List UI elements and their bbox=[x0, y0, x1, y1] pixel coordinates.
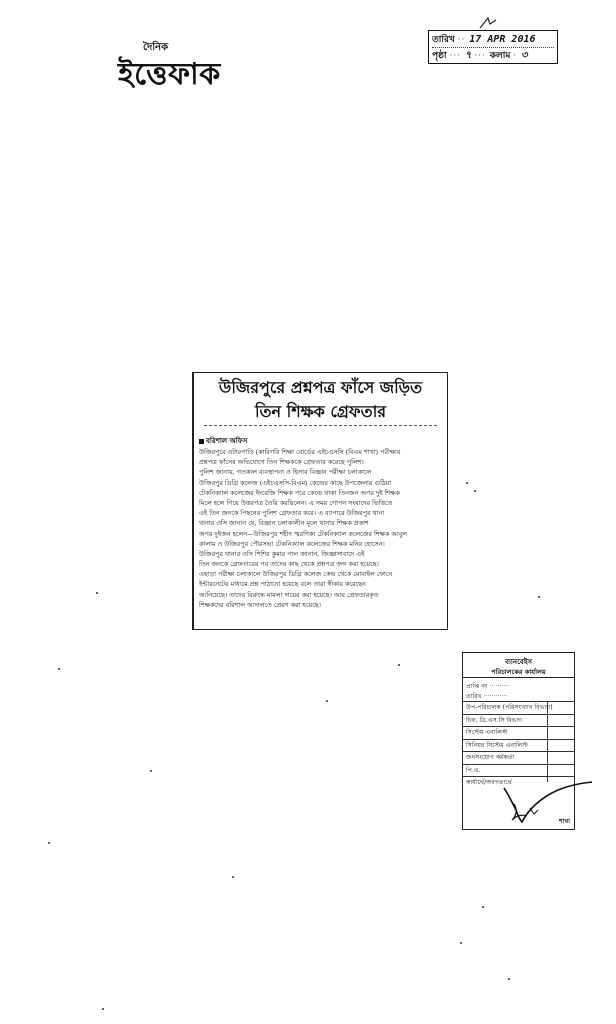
routing-row: জনসংযোগ কর্মকর্তা bbox=[463, 751, 574, 764]
news-clipping bbox=[192, 372, 448, 630]
form-date-label: তারিখ bbox=[466, 693, 482, 700]
form-receipt-label: প্রাপ্তি নং bbox=[466, 683, 488, 690]
stamp-page-label: পৃষ্ঠা bbox=[432, 51, 447, 61]
scan-speck bbox=[96, 592, 98, 594]
stamp-date-row bbox=[432, 32, 554, 48]
article-body-line: পুলিশ জানায়, গতকাল ব্যবস্থাপনা ও হিসাব বিজ্ঞান পরীক্ষা চলাকালে bbox=[199, 468, 372, 477]
article-body-line: কালাম ও উজিরপুর পৌরসভা টেকনিক্যাল কলেজের শিক্ষক মনির হোসেন। bbox=[199, 539, 385, 548]
routing-row: চিফ, ডি.এস.সি বিভাগ bbox=[463, 714, 574, 727]
scan-speck bbox=[474, 490, 476, 492]
article-body bbox=[199, 447, 442, 610]
newspaper-masthead: ইত্তেফাক bbox=[118, 57, 221, 92]
form-divider bbox=[463, 677, 574, 678]
stamp-date-label: তারিখ bbox=[432, 35, 455, 45]
scan-speck bbox=[58, 668, 60, 670]
scan-speck bbox=[538, 596, 540, 598]
routing-row: উপ-পরিচালক (পরিসংখ্যান বিভাগ) bbox=[463, 701, 574, 714]
routing-row: পি.এ. bbox=[463, 764, 574, 777]
form-dotted-leader: ············ bbox=[481, 693, 508, 700]
routing-row: কার্যার্থে/অবগতার্থে bbox=[463, 776, 574, 789]
headline-line-2: তিন শিক্ষক গ্রেফতার bbox=[254, 402, 387, 421]
handwritten-mark-icon bbox=[478, 16, 498, 30]
article-body-line: মিলে হলে গিয়ে উত্তরপত্র তৈরি করছিলেন। এ সময় গোপন সংবাদের ভিত্তিতে bbox=[199, 498, 393, 507]
bullet-square-icon bbox=[199, 439, 204, 444]
form-dotted-leader: ·········· bbox=[487, 683, 510, 690]
article-body-line: আনিয়েছে। তাদের বিরুদ্ধে মামলা দায়ের করা হয়েছে। আর গ্রেফতারকৃত bbox=[199, 590, 379, 599]
scan-speck bbox=[102, 1008, 104, 1010]
stamp-page-row bbox=[432, 48, 554, 63]
stamp-leader: · bbox=[513, 51, 521, 61]
scan-speck bbox=[398, 664, 400, 666]
masthead-prefix: দৈনিক bbox=[143, 42, 169, 53]
article-body-line: থানার ওসি জানান যে, বিজ্ঞান চলাকালীন মূলে থানার শিক্ষক প্রকাশ bbox=[199, 519, 369, 528]
form-header-office: পরিচালকের কার্যালয় bbox=[491, 668, 546, 676]
stamp-leader: ·· bbox=[457, 35, 470, 45]
article-body-line: প্রশ্নপত্র ফাঁসের অভিযোগে তিন শিক্ষককে গ্রেফতার করেছে পুলিশ। bbox=[199, 458, 364, 467]
headline-line-1: উজিরপুরে প্রশ্নপত্র ফাঁসে জড়িত bbox=[218, 378, 423, 397]
routing-row: সিস্টেম এনালিস্ট bbox=[463, 726, 574, 739]
article-dateline bbox=[199, 435, 247, 447]
stamp-column-value: ৩ bbox=[521, 50, 528, 61]
routing-column-divider bbox=[547, 701, 548, 782]
headline-divider bbox=[204, 425, 437, 426]
article-body-line: শিক্ষকদের বরিশাল আদালতে প্রেরণ করা হয়েছে। bbox=[199, 600, 321, 609]
article-body-line: এছাড়া পরীক্ষা চলাকালে উজিরপুর ডিগ্রি কলেজ কেন্দ্র থেকে মোবাইল ফোনে bbox=[199, 570, 393, 579]
article-body-line: তিন জনকে গ্রেফতারের পর তাদের কাছ থেকে প্রশ্নপত্র জব্দ করা হয়েছে। bbox=[199, 560, 379, 569]
stamp-date-value: 17 APR 2016 bbox=[469, 34, 536, 45]
article-body-line: ইন্টারনেটের মাধ্যমে প্রশ্ন পাঠানো হয়েছে বলে তারা স্বীকার করেছেন bbox=[199, 580, 366, 589]
scan-speck bbox=[150, 770, 152, 772]
article-body-line: অপর দুইজন হলেন—উজিরপুর শহীদ স্মরণিকা টেকনিক্যাল কলেজের শিক্ষক আবুল bbox=[199, 529, 408, 538]
handwritten-signature-icon bbox=[500, 780, 595, 828]
article-body-line: টেকনিক্যাল কলেজের ইংরেজি শিক্ষক পরে কেন্দ্রে থাকা তিনজন অপর দুই শিক্ষক bbox=[199, 488, 400, 497]
stamp-column-label: কলাম bbox=[489, 51, 511, 61]
form-footer-label: শাখা bbox=[559, 818, 570, 825]
stamp-leader: ··· bbox=[449, 51, 465, 61]
scan-speck bbox=[466, 482, 468, 484]
scan-speck bbox=[326, 700, 328, 702]
article-body-line: উজিরপুর ডিগ্রি কলেজ (এইচএসসি-বিএম) কেন্দ্রের কাছে উপজেলার গুঠিয়া bbox=[199, 478, 391, 487]
scan-speck bbox=[460, 942, 462, 944]
stamp-leader: ··· bbox=[474, 51, 490, 61]
scan-speck bbox=[482, 906, 484, 908]
stamp-page-value: ৭ bbox=[464, 50, 472, 61]
clipping-date-stamp bbox=[428, 30, 558, 64]
scan-speck bbox=[48, 842, 50, 844]
form-header-org: ব্যানবেইস bbox=[504, 658, 533, 666]
routing-list bbox=[463, 701, 574, 789]
dateline-text: বরিশাল অফিস bbox=[206, 437, 248, 445]
article-body-line: উজিরপুর থানার ওসি শিশির কুমার পাল জানান, জিজ্ঞাসাবাদে এই bbox=[199, 549, 365, 558]
routing-row: সিনিয়র সিস্টেম এনালিস্ট bbox=[463, 739, 574, 752]
article-body-line: উজিরপুরে ওটারপাড়ি (কারিগরি শিক্ষা বোর্ডের এইচএসসি (বিএম শাখা) পরীক্ষার bbox=[199, 448, 401, 456]
scan-speck bbox=[508, 978, 510, 980]
scan-speck bbox=[232, 876, 234, 878]
article-body-line: এই তিন জনকে পিছনের পুলিশ গ্রেফতার করে। এ ব্যাপারে উজিরপুর থানা bbox=[199, 509, 385, 518]
